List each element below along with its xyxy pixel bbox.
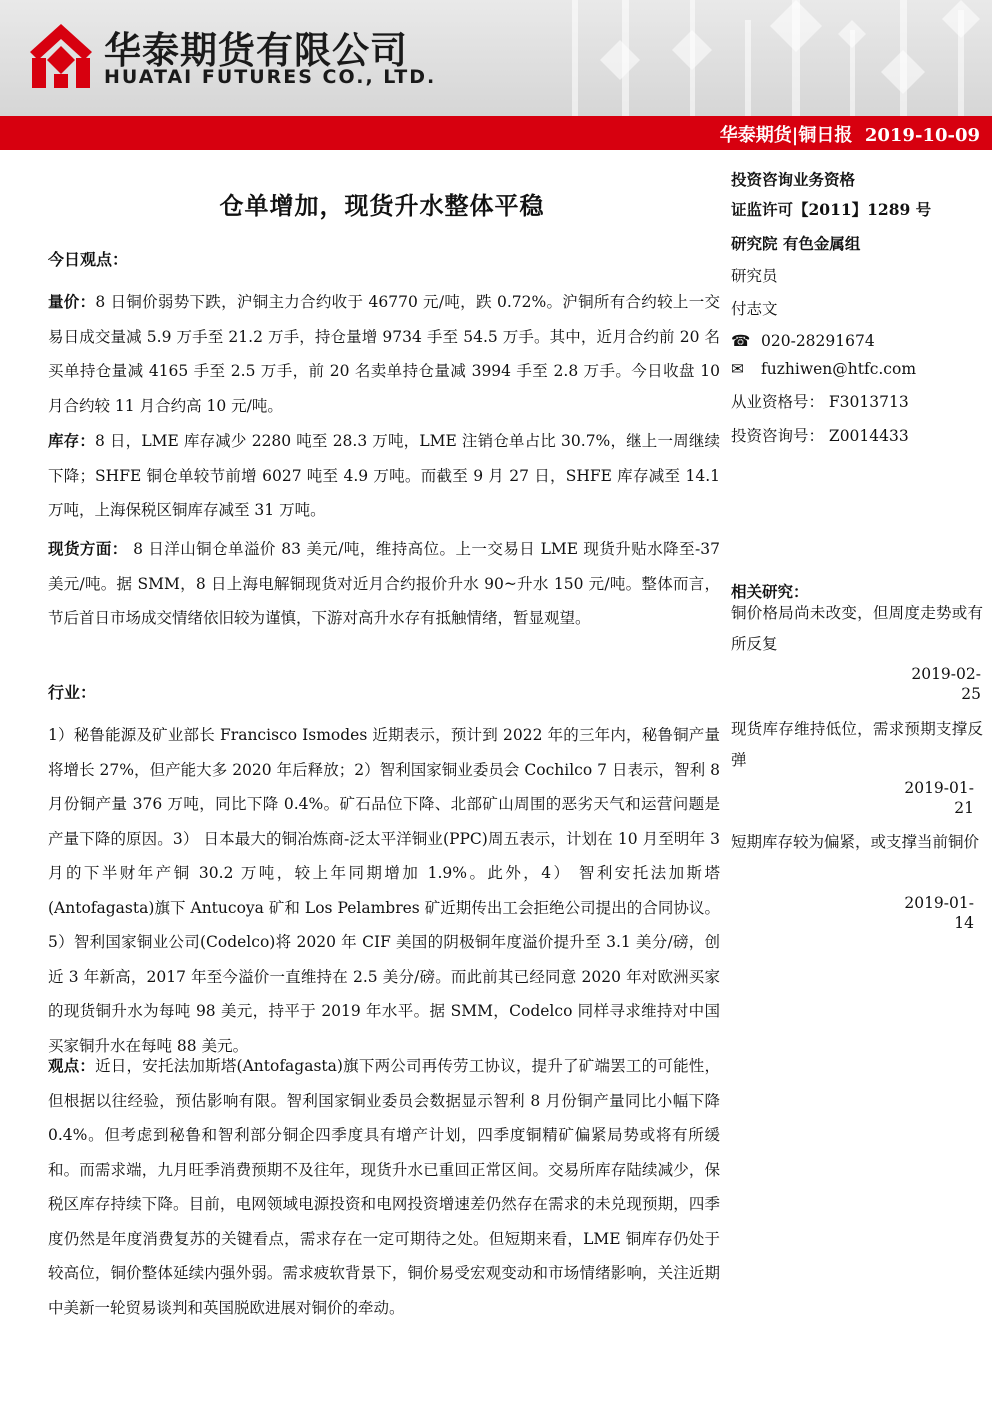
view-label: 观点：	[48, 1056, 96, 1075]
section-text: 8 日，LME 库存减少 2280 吨至 28.3 万吨，LME 注销仓单占比 30.7%，继上一周继续下降；SHFE 铜仓单较节前增 6027 吨至 4.9 万吨。而截至 9 月 27 日，SHFE 库存减至 14.1 万吨，上海保税区铜库存减至 31 万吨。	[48, 432, 720, 519]
today-heading: 今日观点：	[48, 250, 129, 269]
qualification-label: 投资咨询业务资格	[731, 170, 856, 189]
analyst-role: 研究员	[731, 267, 778, 285]
related-item-title[interactable]: 现货库存维持低位，需求预期支撑反弹	[731, 720, 983, 769]
email-icon: ✉	[731, 360, 744, 378]
company-logo-icon	[30, 24, 92, 88]
section-inventory	[48, 424, 720, 528]
company-name-cn: 华泰期货有限公司	[104, 29, 408, 72]
section-label: 库存：	[48, 431, 96, 450]
report-banner	[0, 116, 992, 150]
analyst-name: 付志文	[731, 300, 778, 318]
related-item-title[interactable]: 铜价格局尚未改变，但周度走势或有所反复	[731, 604, 983, 653]
section-label: 现货方面：	[48, 539, 128, 558]
section-spot	[48, 532, 720, 636]
page-title: 仓单增加，现货升水整体平稳	[219, 191, 545, 220]
page-header	[0, 0, 992, 116]
decorative-pattern	[560, 0, 992, 116]
section-text: 8 日洋山铜仓单溢价 83 美元/吨，维持高位。上一交易日 LME 现货升贴水降至-37 美元/吨。据 SMM，8 日上海电解铜现货对近月合约报价升水 90~升水 150 元/吨。整体而言，节后首日市场成交情绪依旧较为谨慎，下游对高升水存有抵触情绪，暂显观望。	[48, 540, 720, 627]
industry-heading: 行业：	[48, 683, 97, 702]
view-paragraph	[48, 1049, 720, 1325]
related-item-date: 2019-02-25	[911, 665, 981, 703]
section-text: 8 日铜价弱势下跌，沪铜主力合约收于 46770 元/吨，跌 0.72%。沪铜所有合约较上一交易日成交量减 5.9 万手至 21.2 万手，持仓量增 9734 手至 54.5 万手。其中，近月合约前 20 名买单持仓量减 4165 手至 2.5 万手，前 20 名卖单持仓量减 3994 手至 2.8 万手。今日收盘 10 月合约较 11 月合约高 10 元/吨。	[48, 293, 720, 415]
email-row	[731, 359, 916, 379]
report-label: 华泰期货|铜日报 2019-10-09	[719, 125, 980, 146]
email-address[interactable]: fuzhiwen@htfc.com	[761, 360, 917, 378]
certification-number: 从业资格号： F3013713	[731, 393, 909, 411]
view-text: 近日，安托法加斯塔(Antofagasta)旗下两公司再传劳工协议，提升了矿端罢工的可能性，但根据以往经验，预估影响有限。智利国家铜业委员会数据显示智利 8 月份铜产量同比小幅下降 0.4%。但考虑到秘鲁和智利部分铜企四季度具有增产计划，四季度铜精矿偏紧局势或将有所缓和。而需求端，九月旺季消费预期不及往年，现货升水已重回正常区间。交易所库存陆续减少，保税区库存持续下降。目前，电网领域电源投资和电网投资增速差仍然存在需求的未兑现预期，四季度仍然是年度消费复苏的关键看点，需求存在一定可期待之处。但短期来看，LME 铜库存仍处于较高位，铜价整体延续内强外弱。需求疲软背景下，铜价易受宏观变动和市场情绪影响，关注近期中美新一轮贸易谈判和英国脱欧进展对铜价的牵动。	[48, 1057, 720, 1317]
phone-icon: ☎	[731, 332, 751, 350]
related-item-title[interactable]: 短期库存较为偏紧，或支撑当前铜价	[731, 833, 980, 851]
related-heading: 相关研究：	[731, 582, 809, 601]
section-label: 量价：	[48, 292, 96, 311]
section-volume-price	[48, 285, 720, 423]
related-item-date: 2019-01-14	[904, 894, 974, 932]
license-number: 证监许可【2011】1289 号	[731, 200, 932, 219]
institute-group: 研究院 有色金属组	[731, 234, 861, 253]
consulting-number: 投资咨询号： Z0014433	[731, 427, 909, 445]
related-item-date: 2019-01-21	[904, 779, 974, 817]
phone-number: 020-28291674	[761, 332, 875, 350]
phone-row	[731, 331, 875, 351]
industry-paragraph: 1）秘鲁能源及矿业部长 Francisco Ismodes 近期表示，预计到 2022 年的三年内，秘鲁铜产量将增长 27%，但产能大多 2020 年后释放；2）智利国家铜业委员会 Cochilco 7 日表示，智利 8 月份铜产量 376 万吨，同比下降 0.4%。矿石品位下降、北部矿山周围的恶劣天气和运营问题是产量下降的原因。3） 日本最大的铜冶炼商-泛太平洋铜业(PPC)周五表示，计划在 10 月至明年 3 月的下半财年产铜 30.2 万吨，较上年同期增加 1.9%。此外，4） 智利安托法加斯塔(Antofagasta)旗下 Antucoya 矿和 Los Pelambres 矿近期传出工会拒绝公司提出的合同协议。5）智利国家铜业公司(Codelco)将 2020 年 CIF 美国的阴极铜年度溢价提升至 3.1 美分/磅，创近 3 年新高，2017 年至今溢价一直维持在 2.5 美分/磅。而此前其已经同意 2020 年对欧洲买家的现货铜升水为每吨 98 美元，持平于 2019 年水平。据 SMM，Codelco 同样寻求维持对中国买家铜升水在每吨 88 美元。	[48, 726, 720, 1055]
company-name-en: HUATAI FUTURES CO., LTD.	[104, 66, 437, 88]
